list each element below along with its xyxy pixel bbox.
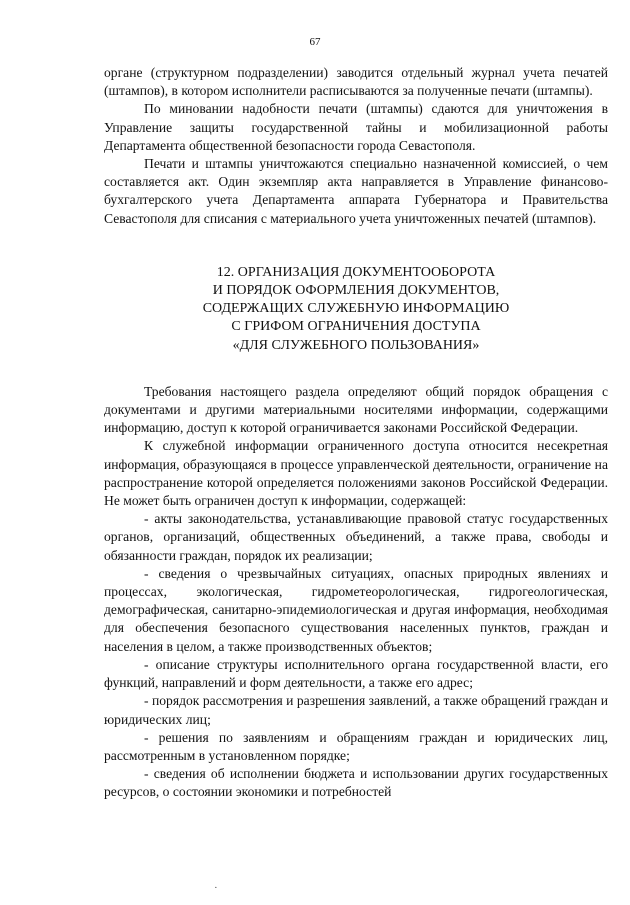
list-item: - описание структуры исполнительного органа государственной власти, его функций, направлений и форм деятельности, а также его адрес;: [104, 656, 608, 691]
heading-line: 12. ОРГАНИЗАЦИЯ ДОКУМЕНТООБОРОТА: [216, 264, 496, 280]
page-content: [104, 64, 608, 802]
list-item: - сведения о чрезвычайных ситуациях, опасных природных явлениях и процессах, экологическая, гидрометеорологическая, гидрогеологическая, демографическая, санитарно-эпидемиологическая и другая информация, необходимая для обеспечения безопасного существования населенных пунктов, граждан и населения в целом, а также производственных объектов;: [104, 565, 608, 654]
list-item: - порядок рассмотрения и разрешения заявлений, а также обращений граждан и юридических лиц;: [104, 693, 608, 727]
list-item: - акты законодательства, устанавливающие правовой статус государственных органов, организаций, общественных объединений, а также права, свободы и обязанности граждан, порядок их реализации;: [104, 511, 608, 563]
paragraph: К служебной информации ограниченного доступа относится несекретная информация, образующаяся в процессе управленческой деятельности, ограничение на распространение которой определяется положениями законов Российской Федерации. Не может быть ограничен доступ к информации, содержащей:: [104, 438, 608, 509]
scan-artifact-dot: ·: [214, 882, 218, 894]
paragraph: По миновании надобности печати (штампы) сдаются для уничтожения в Управление защиты государственной тайны и мобилизационной работы Департамента общественной безопасности города Севастополя.: [104, 101, 608, 153]
paragraph: Печати и штампы уничтожаются специально назначенной комиссией, о чем составляется акт. Один экземпляр акта направляется в Управление финансово-бухгалтерского учета Департамента аппарата Губернатора и Правительства Севастополя для списания с материального учета уничтоженных печатей (штампов).: [104, 156, 608, 226]
list-item: - решения по заявлениям и обращениям граждан и юридических лиц, рассмотренным в установленном порядке;: [104, 729, 608, 763]
paragraph: органе (структурном подразделении) заводится отдельный журнал учета печатей (штампов), в котором исполнители расписываются за полученные печати (штампы).: [104, 65, 608, 99]
heading-line: «ДЛЯ СЛУЖЕБНОГО ПОЛЬЗОВАНИЯ»: [232, 337, 480, 353]
heading-line: И ПОРЯДОК ОФОРМЛЕНИЯ ДОКУМЕНТОВ,: [212, 283, 500, 299]
heading-line: СОДЕРЖАЩИХ СЛУЖЕБНУЮ ИНФОРМАЦИЮ: [202, 301, 510, 317]
page-number: 67: [309, 36, 321, 48]
list-item: - сведения об исполнении бюджета и использовании других государственных ресурсов, о состоянии экономики и потребностей: [104, 766, 608, 800]
heading-line: С ГРИФОМ ОГРАНИЧЕНИЯ ДОСТУПА: [231, 319, 481, 335]
paragraph: Требования настоящего раздела определяют общий порядок обращения с документами и другими материальными носителями информации, содержащими информацию, доступ к которой ограничивается законами Российской Федерации.: [104, 383, 608, 436]
section-heading: [104, 264, 608, 355]
